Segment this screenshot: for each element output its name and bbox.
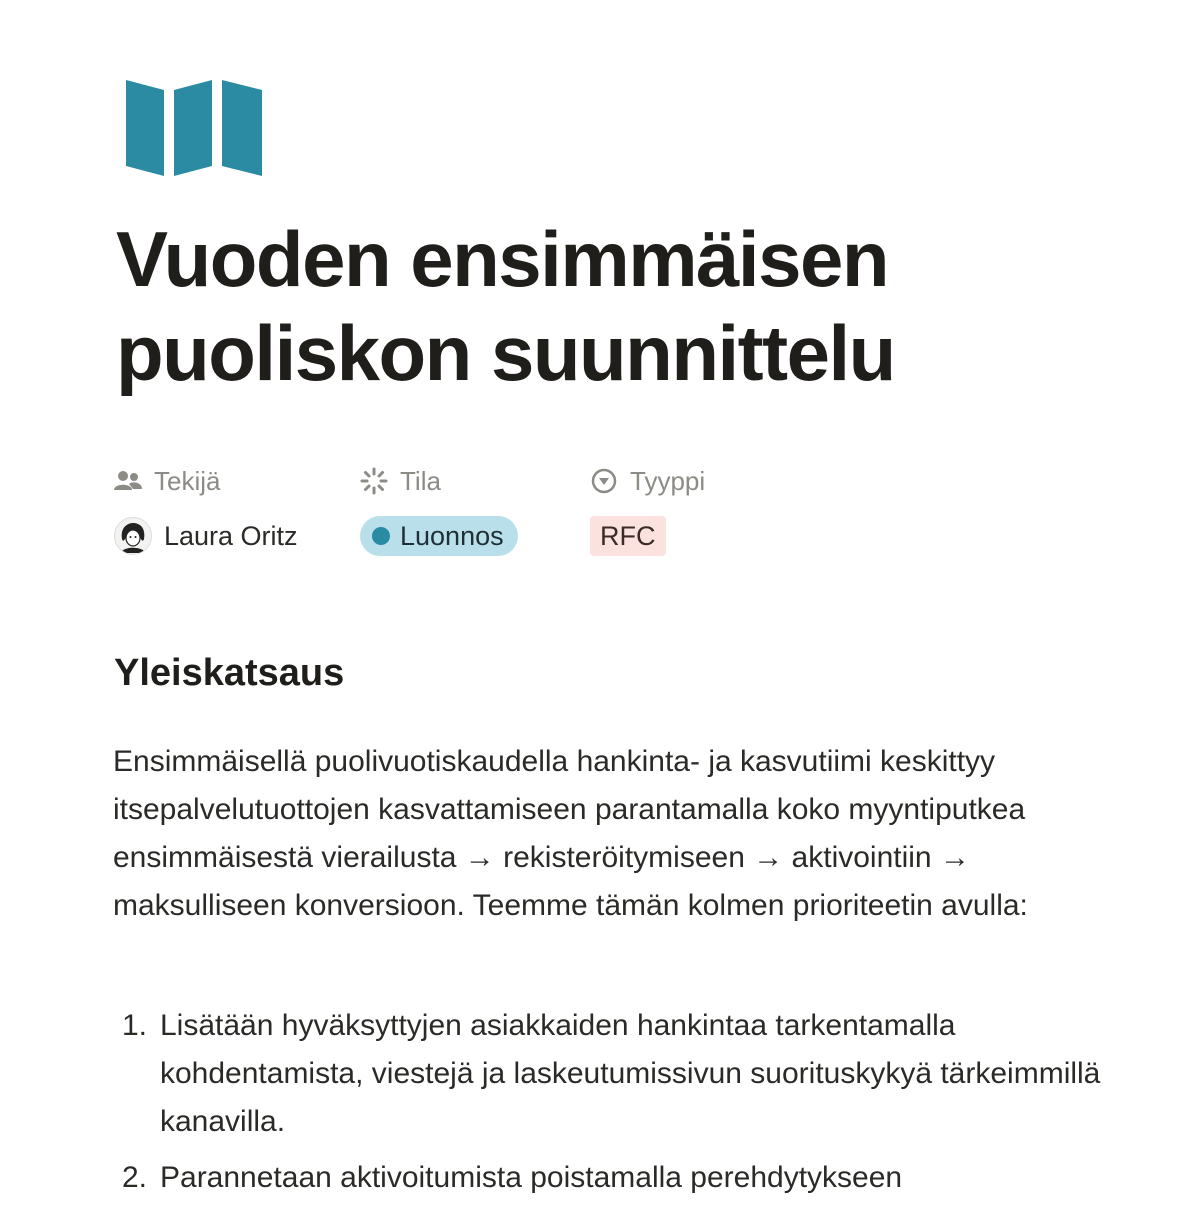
avatar [114, 517, 152, 555]
property-status[interactable] [360, 464, 518, 556]
select-icon [590, 467, 618, 495]
property-type-label-row [590, 464, 705, 498]
list-item-text: Parannetaan aktivoitumista poistamalla perehdytykseen [160, 1161, 903, 1194]
section-heading: Yleiskatsaus [114, 652, 345, 694]
author-person[interactable] [114, 517, 298, 555]
list-number: 2. [122, 1161, 148, 1194]
status-badge[interactable] [360, 516, 518, 556]
list-item [113, 1154, 1103, 1202]
list-number: 1. [122, 1009, 148, 1042]
property-type-label: Tyyppi [630, 465, 706, 496]
map-icon [124, 78, 264, 178]
loading-icon [360, 467, 388, 495]
property-status-label: Tila [400, 465, 441, 496]
status-value: Luonnos [400, 520, 504, 551]
people-icon [114, 470, 142, 492]
page-title: Vuoden ensimmäisen puoliskon suunnittelu [116, 215, 895, 397]
type-tag[interactable] [590, 516, 666, 556]
property-author-label: Tekijä [154, 465, 221, 496]
property-status-label-row [360, 464, 518, 498]
type-value: RFC [600, 520, 656, 551]
author-name: Laura Oritz [164, 520, 298, 551]
status-dot [372, 527, 390, 545]
list-item [113, 1002, 1103, 1146]
property-author-label-row [114, 464, 298, 498]
list-item-text: Lisätään hyväksyttyjen asiakkaiden hankintaa tarkentamalla kohdentamista, viestejä ja laskeutumissivun suorituskykyä tärkeimmillä kanavilla. [160, 1009, 1101, 1138]
priority-list [113, 1002, 1103, 1210]
overview-paragraph: Ensimmäisellä puolivuotiskaudella hankinta- ja kasvutiimi keskittyy itsepalvelutuottojen kasvattamiseen parantamalla koko myyntiputkea ensimmäisestä vierailusta → rekisteröitymiseen → aktivointiin → maksulliseen konversioon. Teemme tämän kolmen prioriteetin avulla: [113, 745, 1028, 922]
property-type[interactable] [590, 464, 705, 556]
property-author[interactable] [114, 464, 298, 556]
